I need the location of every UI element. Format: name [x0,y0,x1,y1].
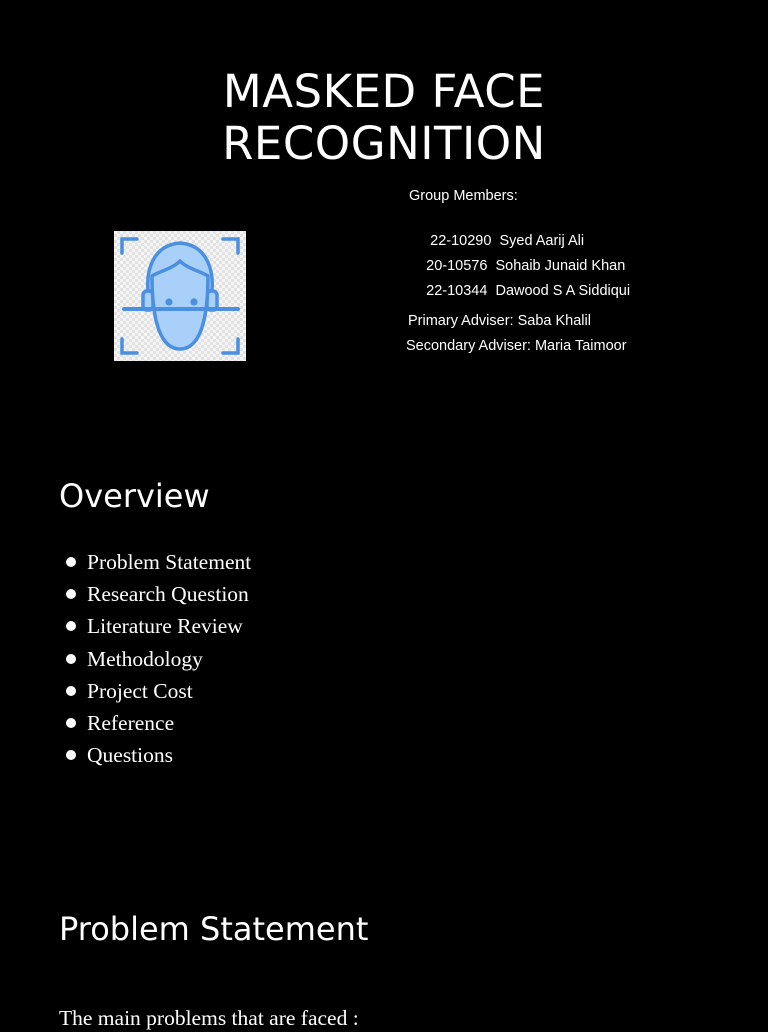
bullet-icon [66,718,76,728]
bullet-icon [66,589,76,599]
bullet-icon [66,621,76,631]
overview-list [64,546,251,771]
secondary-adviser: Secondary Adviser: Maria Taimoor [406,338,627,354]
primary-adviser: Primary Adviser: Saba Khalil [408,313,591,329]
list-item [64,610,251,642]
slide-title [0,66,768,170]
member-id: 20-10576 [426,258,488,274]
list-item [64,675,251,707]
list-item-label: Methodology [87,646,203,671]
problem-statement-heading: Problem Statement [59,910,369,948]
list-item-label: Project Cost [87,678,193,703]
list-item [64,739,251,771]
list-item-label: Literature Review [87,614,243,639]
list-item [64,643,251,675]
list-item-label: Research Question [87,582,249,607]
list-item [64,578,251,610]
title-line-1: MASKED FACE [222,65,546,118]
member-name: Dawood S A Siddiqui [495,283,631,299]
list-item-label: Problem Statement [87,550,252,574]
member-name: Syed Aarij Ali [499,233,585,249]
member-name: Sohaib Junaid Khan [495,258,626,274]
bullet-icon [66,750,76,760]
member-id: 22-10290 [430,233,492,249]
list-item-label: Reference [87,710,175,735]
bullet-icon [66,557,76,567]
face-recognition-icon [114,231,246,361]
bullet-icon [66,654,76,664]
list-item-label: Questions [87,743,173,768]
group-members-heading: Group Members: [409,188,518,204]
bullet-icon [66,686,76,696]
list-item [64,707,251,739]
overview-heading: Overview [59,477,210,515]
title-line-2: RECOGNITION [222,117,546,170]
list-item [64,546,251,578]
member-id: 22-10344 [426,283,488,299]
problem-statement-intro: The main problems that are faced : [59,1006,359,1030]
